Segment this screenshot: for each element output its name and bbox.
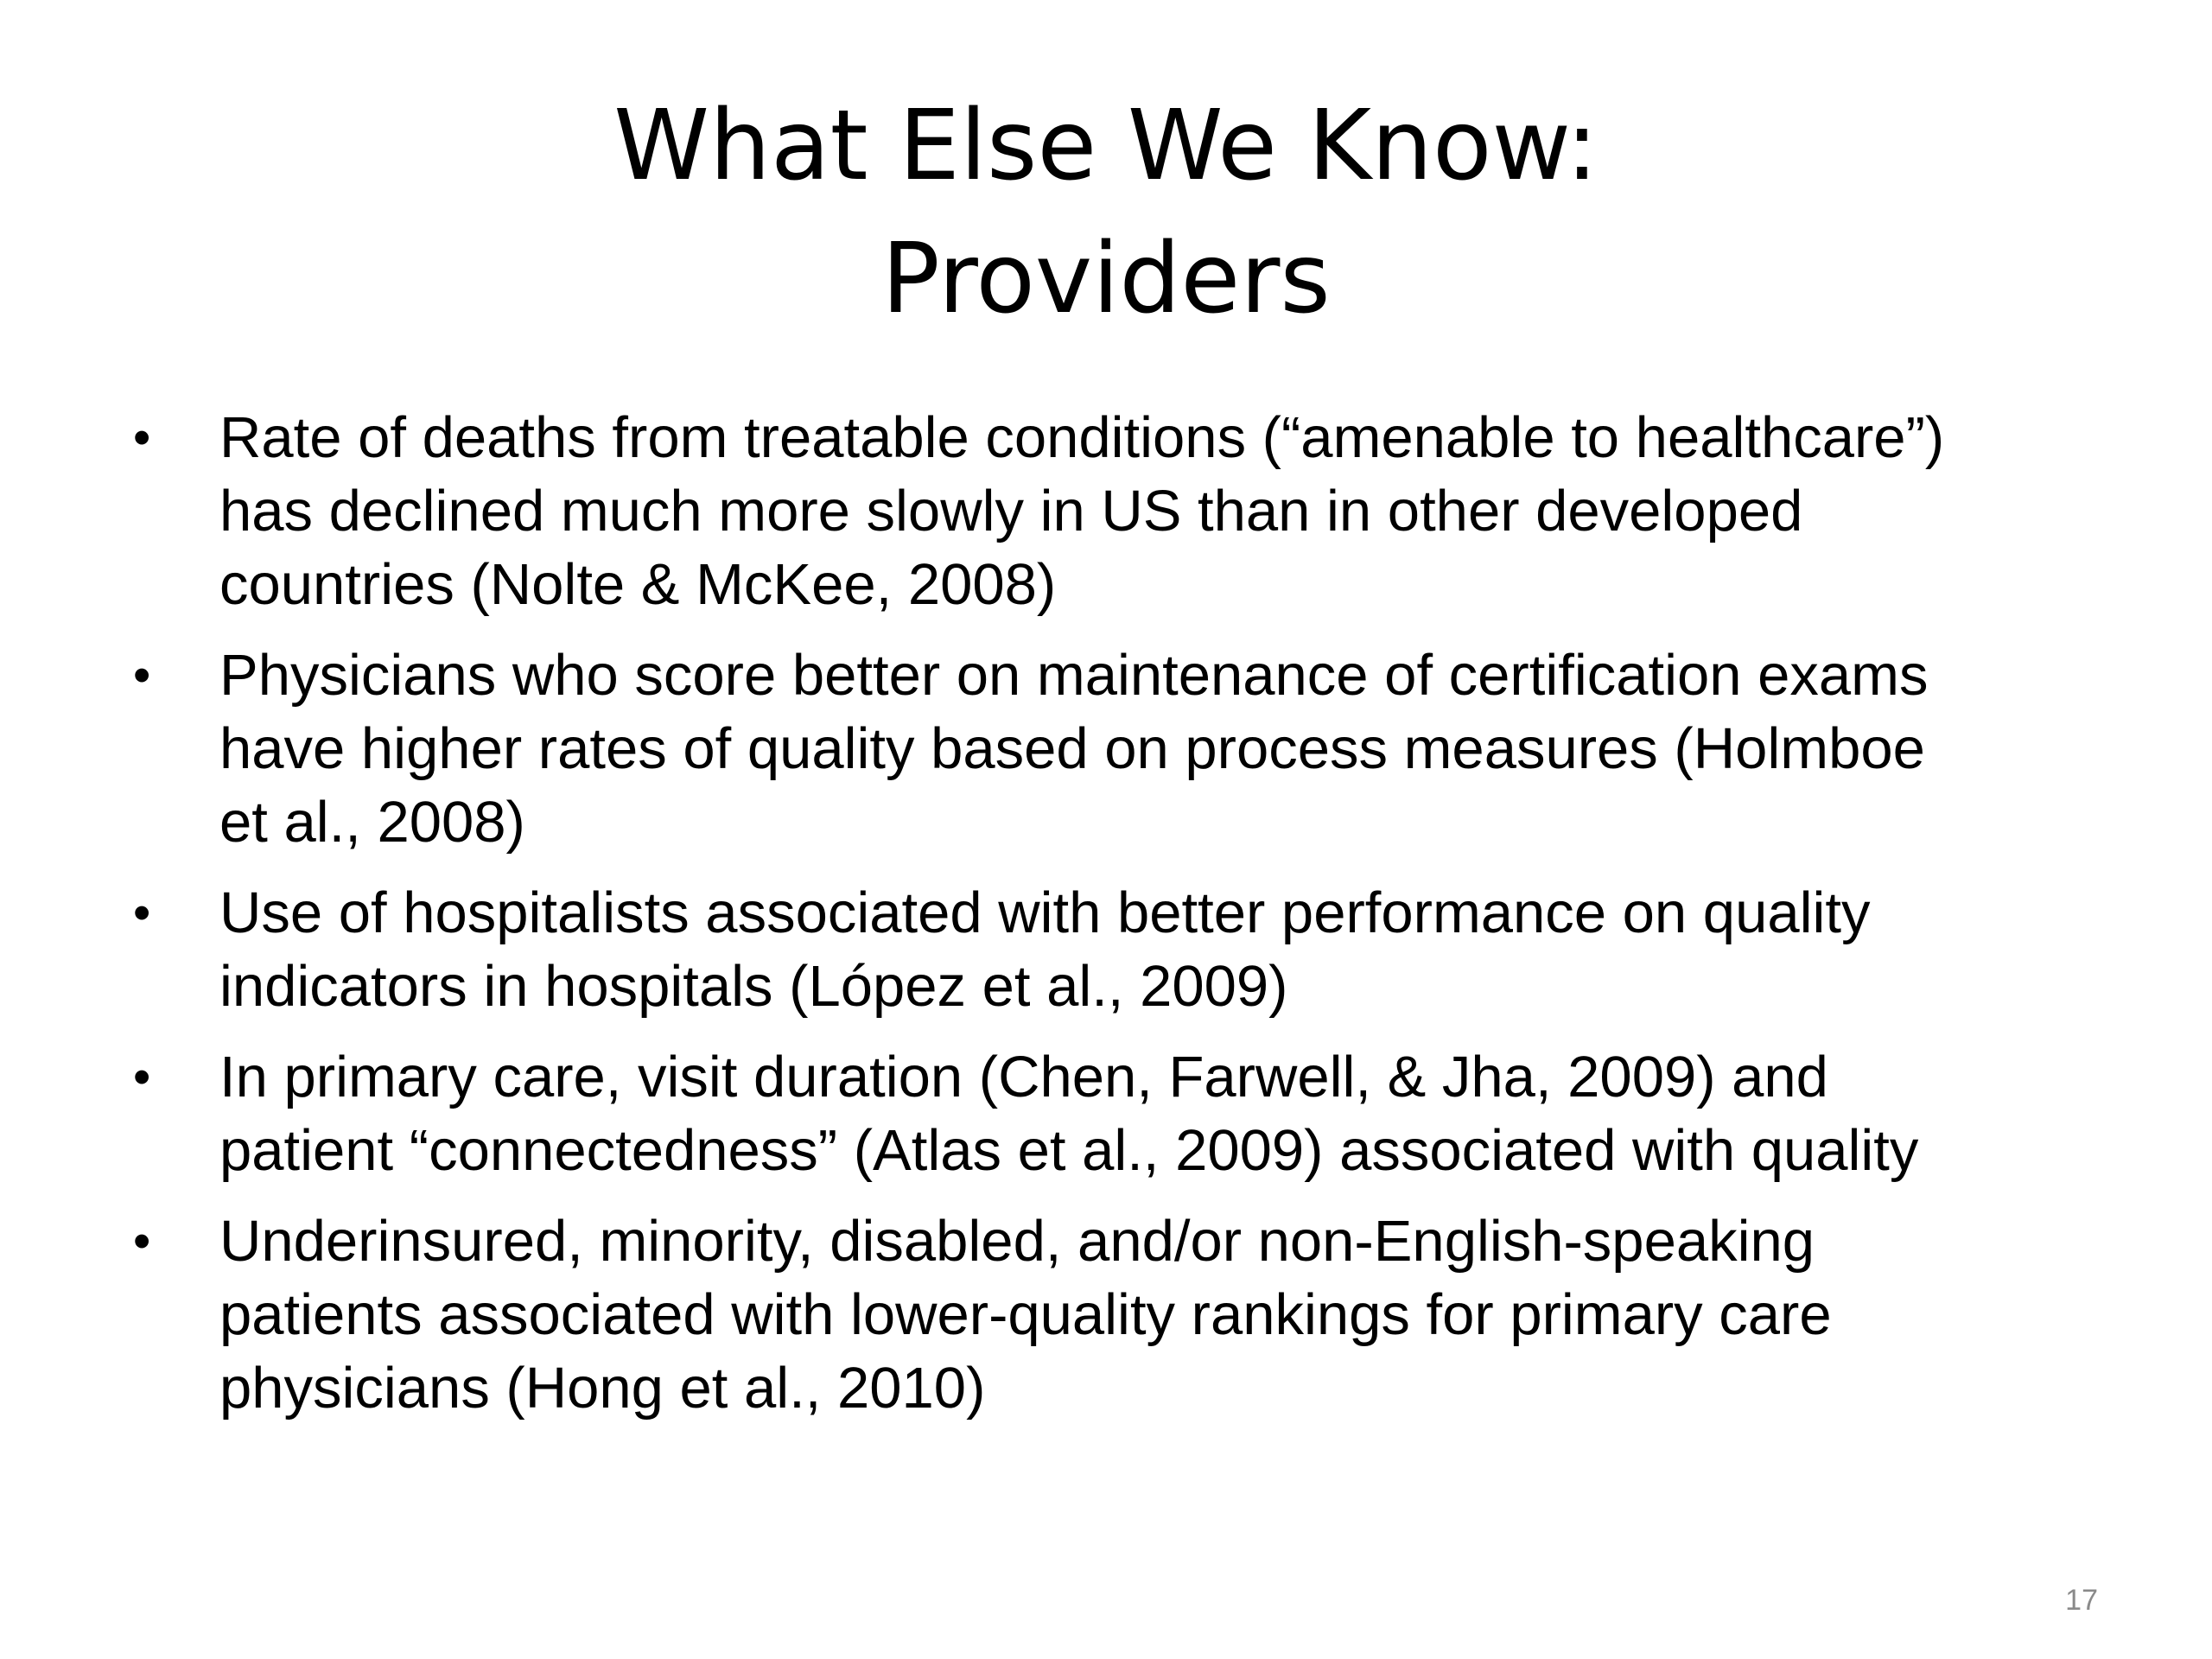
slide-title-line-1: What Else We Know: [613,90,1599,202]
bullet-dot-icon: • [133,647,151,703]
bullet-text: Underinsured, minority, disabled, and/or non-English-speaking patients associated with lower-quality rankings for primary care physicians (Hong et al., 2010) [219,1209,1832,1421]
bullet-text: In primary care, visit duration (Chen, Farwell, & Jha, 2009) and patient “connectedness” (Atlas et al., 2009) associated with quality [219,1045,1919,1183]
bullet-dot-icon: • [133,885,151,941]
bullet-item [119,401,2107,621]
bullet-item [119,876,2107,1023]
bullet-item [119,1205,2107,1425]
bullet-dot-icon: • [133,410,151,466]
bullet-dot-icon: • [133,1049,151,1105]
bullet-text: Use of hospitalists associated with better performance on quality indicators in hospitals (López et al., 2009) [219,880,1871,1019]
bullet-text: Rate of deaths from treatable conditions (“amenable to healthcare”) has declined much more slowly in US than in other developed countries (Nolte & McKee, 2008) [219,405,1945,617]
bullet-item [119,1040,2107,1187]
bullet-text: Physicians who score better on maintenance of certification exams have higher rates of quality based on process measures (Holmboe et al., 2008) [219,643,1929,855]
page-number: 17 [2065,1584,2098,1617]
bullet-dot-icon: • [133,1213,151,1269]
slide-title-line-2: Providers [881,223,1331,335]
bullet-item [119,639,2107,859]
slide-title [0,79,2212,346]
bullet-list [119,401,2107,1442]
